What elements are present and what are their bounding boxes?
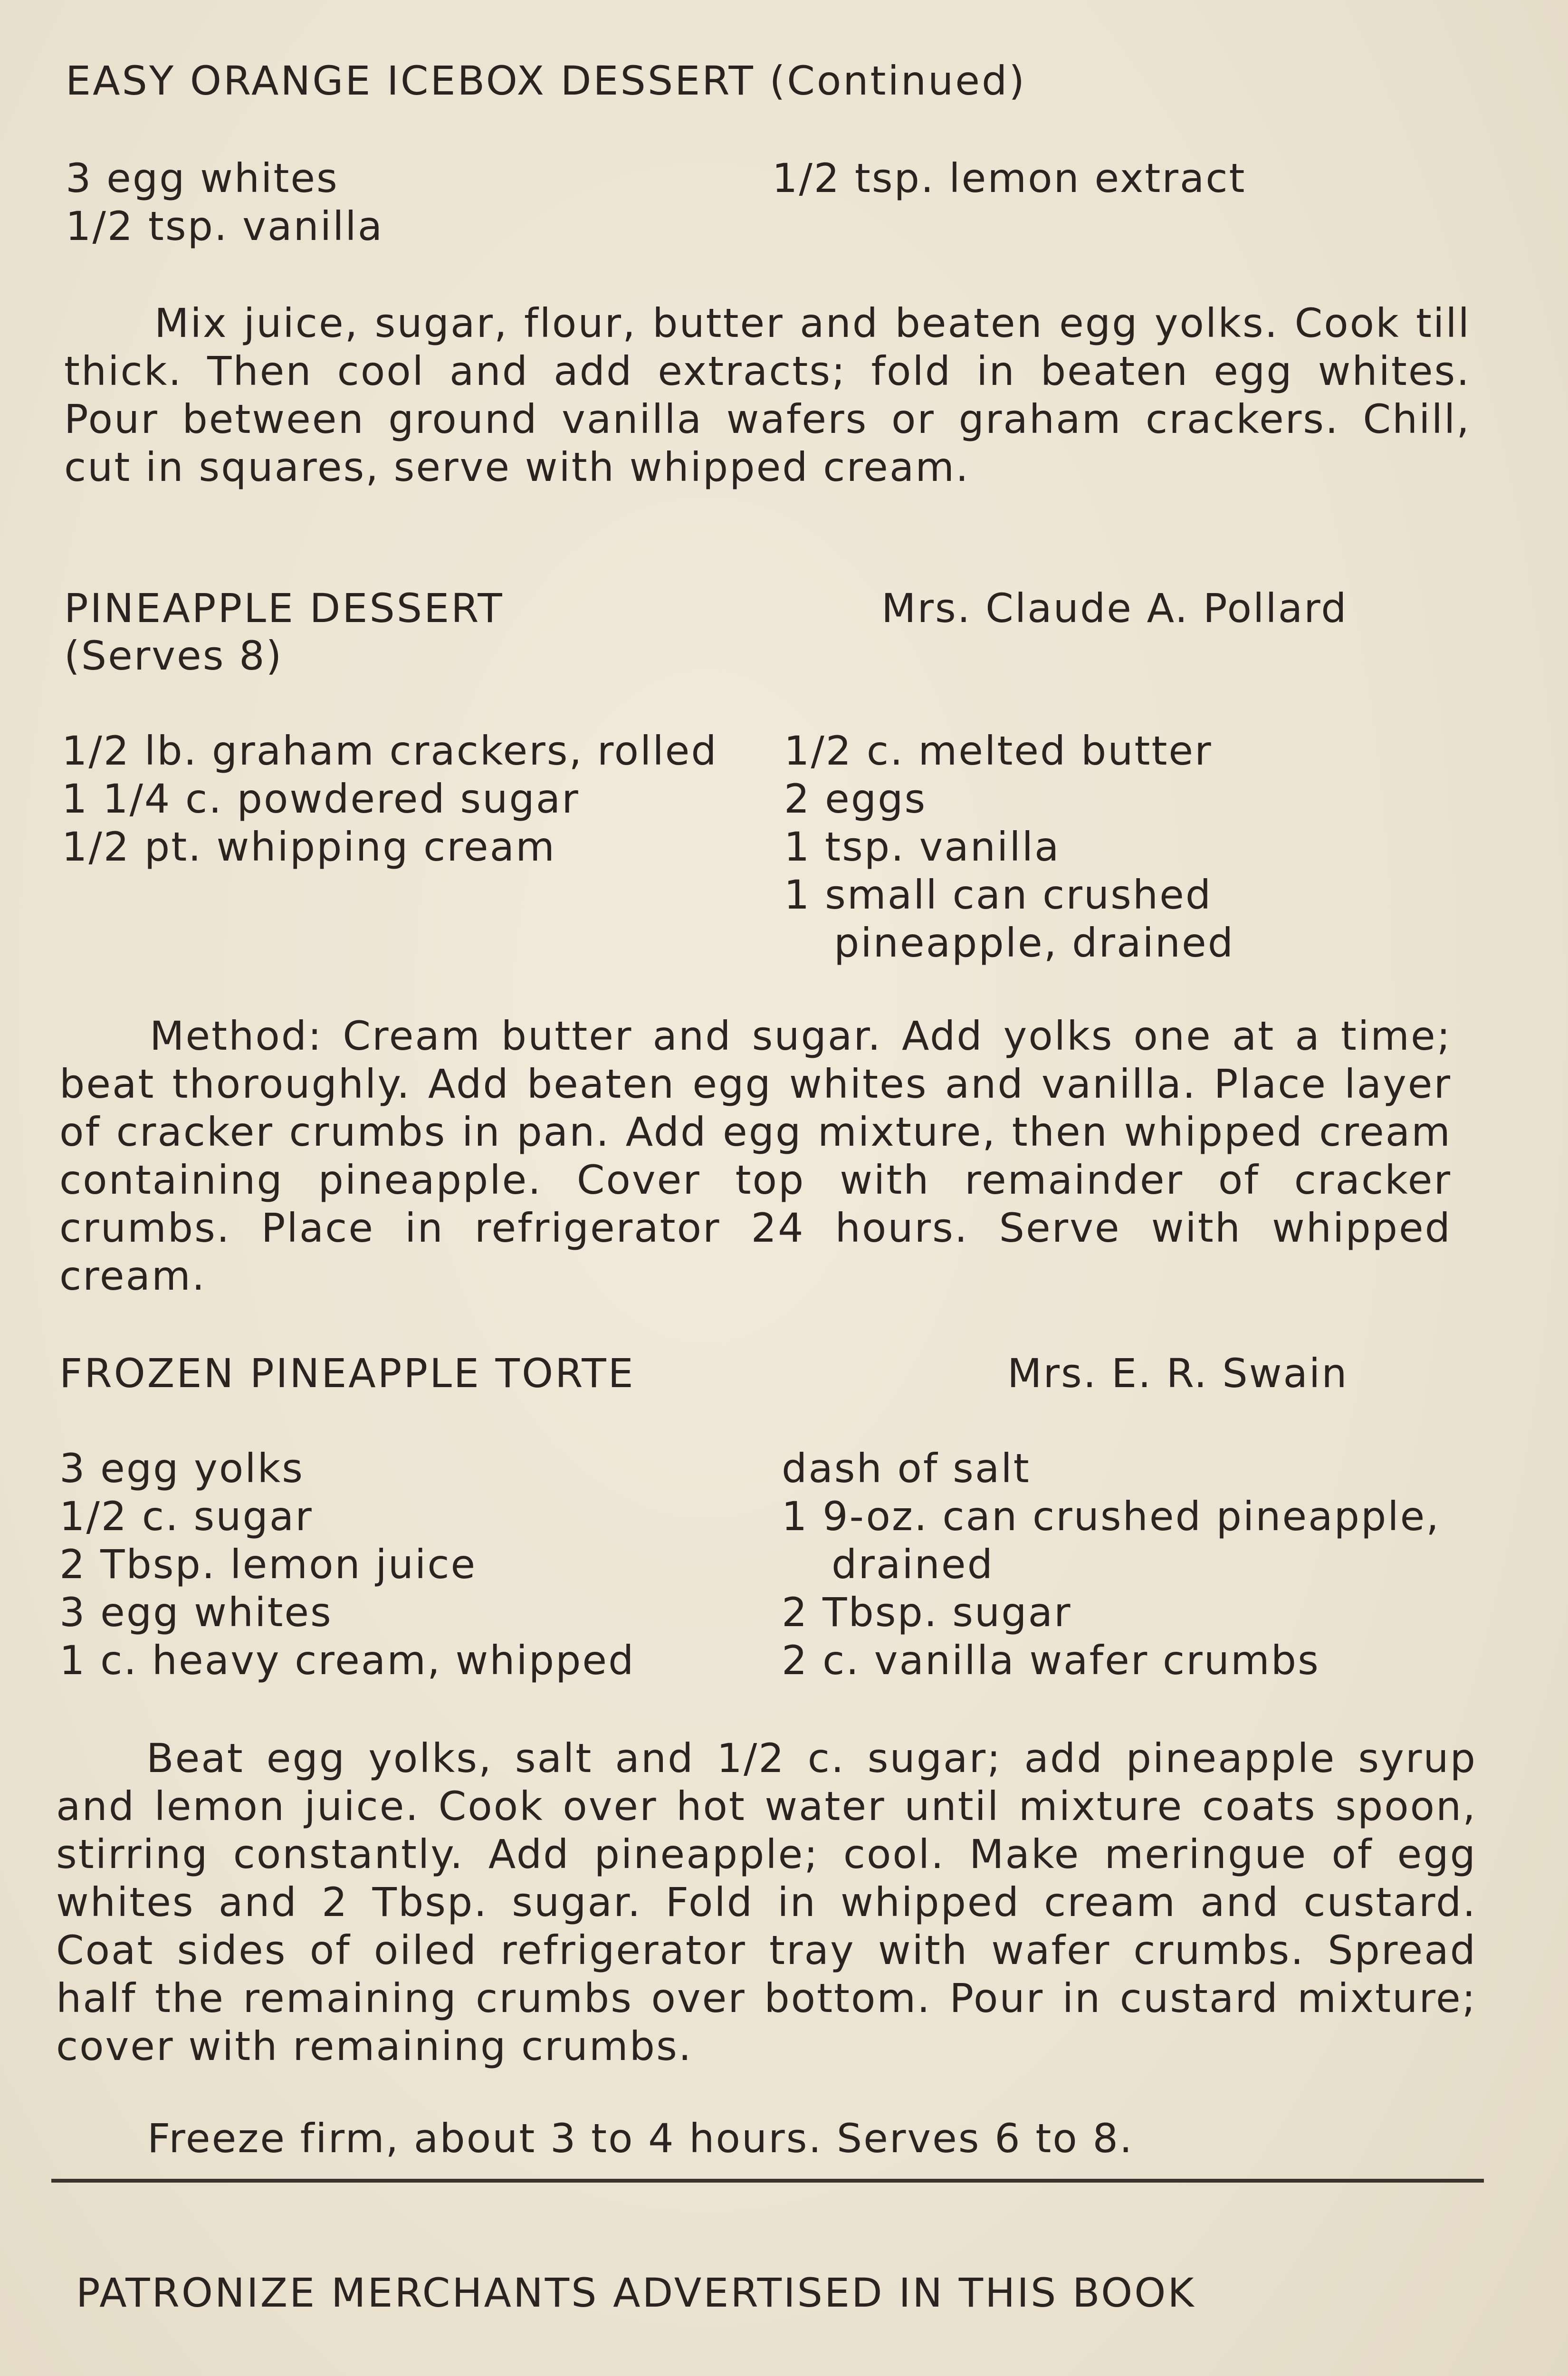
ingredient: 1/2 c. sugar: [59, 1493, 313, 1540]
recipe-method: Method: Cream butter and sugar. Add yolks one at a time; beat thoroughly. Add beaten egg whites and vanilla. Place layer of cracker crumbs in pan. Add egg mixture, then whipped cream containing pineapple. Cover top with remainder of cracker crumbs. Place in refrigerator 24 hours. Serve with whipped cream.: [59, 1013, 1452, 1299]
recipe-title: EASY ORANGE ICEBOX DESSERT (Continued): [66, 57, 1027, 104]
recipe-method: Beat egg yolks, salt and 1/2 c. sugar; add pineapple syrup and lemon juice. Cook over hot water until mixture coats spoon, stirring constantly. Add pineapple; cool. Make meringue of egg whites and 2 Tbsp. sugar. Fold in whipped cream and custard. Coat sides of oiled refrigerator tray with wafer crumbs. Spread half the remaining crumbs over bottom. Pour in custard mixture; cover with remaining crumbs.: [56, 1735, 1477, 2069]
ingredients-right: [782, 1445, 1494, 1685]
ingredient: 1 small can crushed pineapple, drained: [784, 872, 1235, 966]
footer-banner: PATRONIZE MERCHANTS ADVERTISED IN THIS BOOK: [76, 2270, 1196, 2316]
recipe-method: Mix juice, sugar, flour, butter and beaten egg yolks. Cook till thick. Then cool and add extracts; fold in beaten egg whites. Pour between ground vanilla wafers or graham crackers. Chill, cut in squares, serve with whipped cream.: [64, 300, 1471, 490]
ingredient: 1 c. heavy cream, whipped: [59, 1637, 635, 1684]
divider: [51, 2179, 1484, 2183]
recipe-title: FROZEN PINEAPPLE TORTE: [59, 1350, 635, 1397]
ingredients-left: [59, 1445, 635, 1685]
ingredients-left: [66, 154, 383, 250]
ingredient: 1 9-oz. can crushed pineapple, drained: [782, 1493, 1441, 1588]
ingredient: 1/2 c. melted butter: [784, 728, 1213, 774]
ingredient: 2 eggs: [784, 776, 927, 822]
ingredients-right: [772, 154, 1246, 202]
ingredient: 3 egg yolks: [59, 1445, 305, 1492]
ingredient: 1/2 lb. graham crackers, rolled: [62, 728, 718, 774]
ingredients-left: [62, 727, 727, 871]
ingredient: 2 c. vanilla wafer crumbs: [782, 1637, 1320, 1684]
recipe-serves: (Serves 8): [64, 632, 283, 679]
ingredient: 3 egg whites: [59, 1589, 333, 1636]
recipe-note: Freeze firm, about 3 to 4 hours. Serves 6 to 8.: [147, 2115, 1134, 2162]
ingredient: dash of salt: [782, 1445, 1031, 1492]
ingredient: 2 Tbsp. sugar: [782, 1589, 1072, 1636]
ingredients-right: [784, 727, 1497, 967]
ingredient: 1/2 pt. whipping cream: [62, 824, 556, 870]
ingredient: 2 Tbsp. lemon juice: [59, 1541, 477, 1588]
ingredient: 1 1/4 c. powdered sugar: [62, 776, 580, 822]
recipe-author: Mrs. E. R. Swain: [1007, 1350, 1348, 1397]
recipe-title: PINEAPPLE DESSERT: [64, 585, 504, 632]
ingredient: 1/2 tsp. vanilla: [66, 203, 384, 249]
ingredient: 3 egg whites: [66, 155, 339, 201]
ingredient: 1/2 tsp. lemon extract: [772, 155, 1246, 201]
ingredient: 1 tsp. vanilla: [784, 824, 1061, 870]
recipe-author: Mrs. Claude A. Pollard: [881, 585, 1348, 632]
